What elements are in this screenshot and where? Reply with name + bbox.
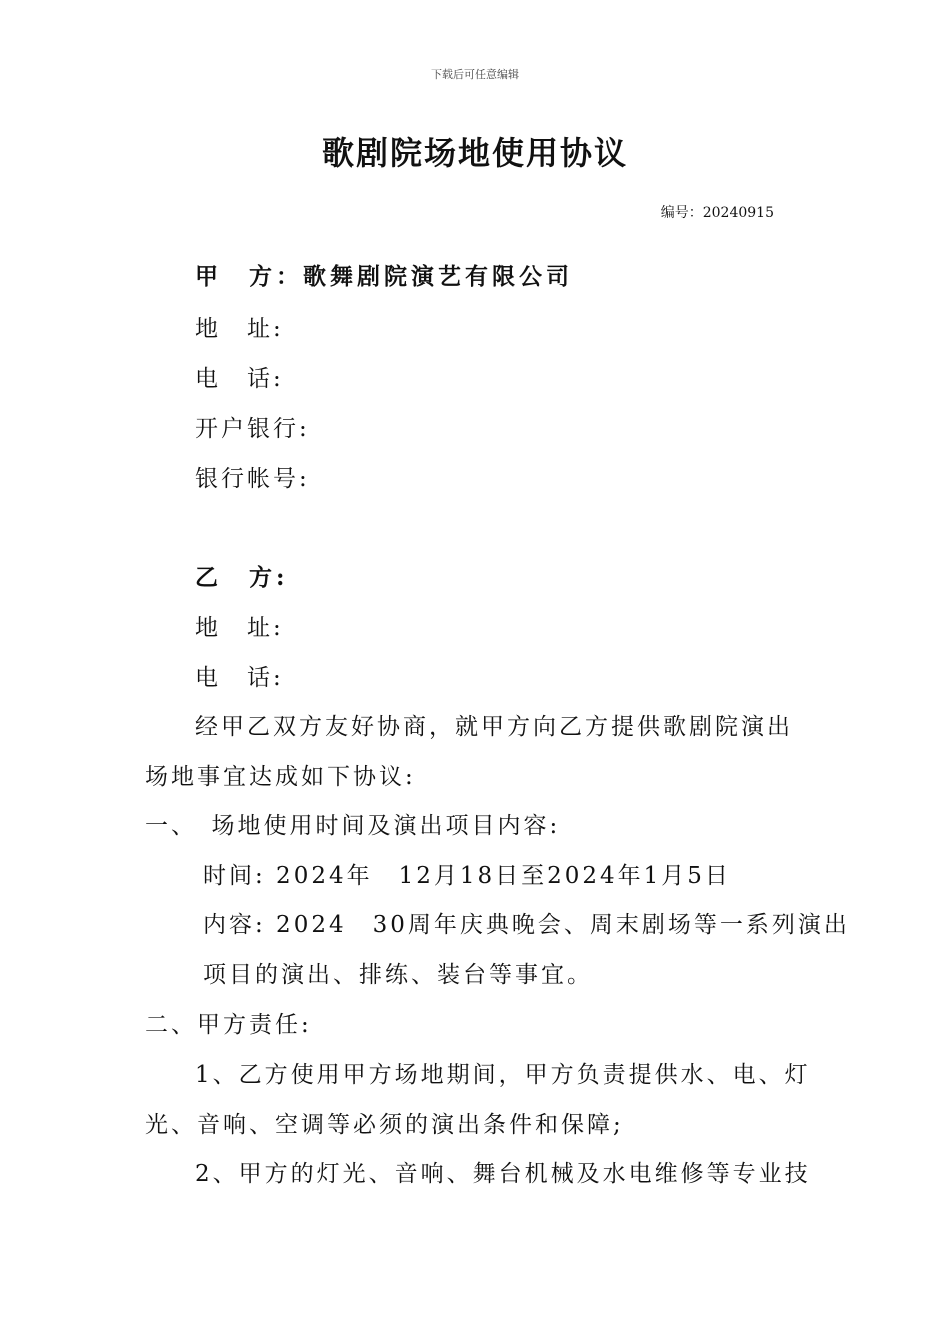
party-a-account: 银行帐号: [195,466,310,492]
party-a-label: 甲 方：歌舞剧院演艺有限公司 [195,263,573,290]
header-note: 下载后可任意编辑 [431,68,519,81]
section2-title: 二、甲方责任: [145,1012,312,1038]
section1-title: 一、 场地使用时间及演出项目内容: [145,813,561,839]
party-b-label: 乙 方: [195,564,289,591]
section1-content-line-1: 内容: 2024 30周年庆典晚会、周末剧场等一系列演出 [203,912,850,938]
section1-content-line-2: 项目的演出、排练、装台等事宜。 [203,962,593,988]
item1-line-1: 1、乙方使用甲方场地期间，甲方负责提供水、电、灯 [195,1062,811,1088]
document-number: 编号：20240915 [660,205,774,221]
party-a-phone: 电 话: [195,366,284,392]
intro-line-2: 场地事宜达成如下协议: [145,764,416,790]
party-b-phone: 电 话: [195,665,284,691]
item1-line-2: 光、音响、空调等必须的演出条件和保障; [145,1112,624,1138]
party-a-address: 地 址: [195,316,284,342]
document-title: 歌剧院场地使用协议 [321,134,628,172]
intro-line-1: 经甲乙双方友好协商，就甲方向乙方提供歌剧院演出 [195,714,793,740]
party-b-address: 地 址: [195,615,284,641]
item2-line-1: 2、甲方的灯光、音响、舞台机械及水电维修等专业技 [195,1161,811,1187]
party-a-bank: 开户银行: [195,416,310,442]
section1-time: 时间: 2024年 12月18日至2024年1月5日 [203,863,731,889]
